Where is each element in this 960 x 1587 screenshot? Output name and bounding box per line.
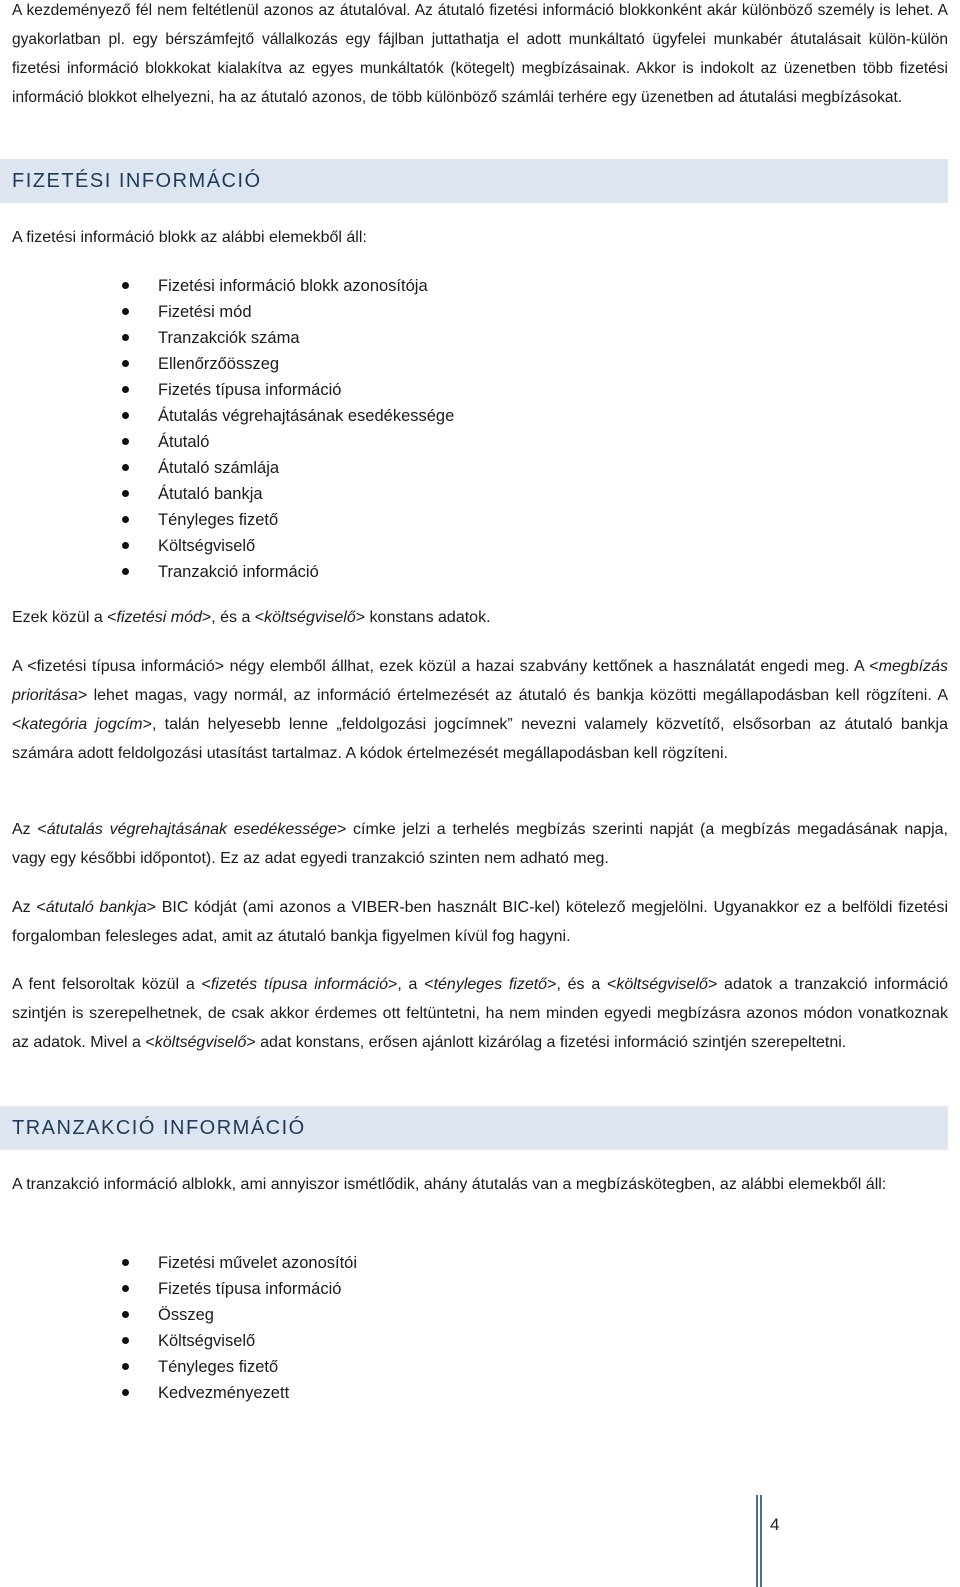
bullet-icon <box>122 334 129 341</box>
list-item-label: Átutalás végrehajtásának esedékessége <box>158 407 455 425</box>
list-item-label: Fizetési mód <box>158 303 252 321</box>
bullet-icon <box>122 1311 129 1318</box>
list-item-label: Költségviselő <box>158 537 256 555</box>
list-item-label: Fizetési információ blokk azonosítója <box>158 277 428 295</box>
list-item-label: Átutaló bankja <box>158 485 263 503</box>
paragraph-konstans: Ezek közül a <fizetési mód>, és a <költségviselő> konstans adatok. <box>12 609 491 626</box>
paragraph-esedekesseg: Az <átutalás végrehajtásának esedékessége> címke jelzi a terhelés megbízás szerinti napját (a megbízás megadásának napja, vagy egy későbbi időpontot). Ez az adat egyedi tranzakció szinten nem adható meg. <box>12 821 949 867</box>
list-item <box>0 507 454 533</box>
bullet-icon <box>122 516 129 523</box>
list-item <box>0 1328 357 1354</box>
list-item <box>0 429 454 455</box>
list-item <box>0 1302 357 1328</box>
list-item <box>0 1250 357 1276</box>
list-item-label: Kedvezményezett <box>158 1384 290 1402</box>
paragraph-atutalo-bankja: Az <átutaló bankja> BIC kódját (ami azonos a VIBER-ben használt BIC-kel) kötelező megjelölni. Ugyanakkor ez a belföldi fizetési forgalomban felesleges adat, amit az átutaló bankja figyelmen kívül fog hagyni. <box>12 899 949 945</box>
bullet-icon <box>122 386 129 393</box>
list-item-label: Tranzakciók száma <box>158 329 300 347</box>
list-item <box>0 533 454 559</box>
section-heading-tranzakcio-informacio: TRANZAKCIÓ INFORMÁCIÓ <box>0 1106 948 1150</box>
section1-bullet-list <box>0 273 454 585</box>
list-item <box>0 455 454 481</box>
paragraph-fizetesi-tipusa: A <fizetési típusa információ> négy elemből állhat, ezek közül a hazai szabvány kettőnek a használatát engedi meg. A <megbízás prioritása> lehet magas, vagy normál, az információ értelmezését az átutaló és bankja közötti megállapodásban kell rögzíteni. A <kategória jogcím>, talán helyesebb lenne „feldolgozási jogcímnek” nevezni valamely közvetítő, elsősorban az átutaló bankja számára adott feldolgozási utasítást tartalmaz. A kódok értelmezését megállapodásban kell rögzíteni. <box>12 658 948 762</box>
intro-paragraph: A kezdeményező fél nem feltétlenül azonos az átutalóval. Az átutaló fizetési információ blokkonként akár különböző személy is lehet. A gyakorlatban pl. egy bérszámfejtő vállalkozás egy fájlban juttathatja el adott munkáltató ügyfelei munkabér átutalásait külön-külön fizetési információ blokkokat kialakítva az egyes munkáltatók (kötegelt) megbízásainak. Akkor is indokolt az üzenetben több fizetési információ blokkot elhelyezni, ha az átutaló azonos, de több különböző számlái terhére egy üzenetben ad átutalási megbízásokat. <box>12 2 948 106</box>
bullet-icon <box>122 464 129 471</box>
list-item <box>0 377 454 403</box>
list-item <box>0 351 454 377</box>
list-item-label: Átutaló <box>158 433 210 451</box>
list-item-label: Ellenőrzőösszeg <box>158 355 280 373</box>
bullet-icon <box>122 282 129 289</box>
paragraph-tranzakcio-szint: A fent felsoroltak közül a <fizetés típusa információ>, a <tényleges fizető>, és a <költségviselő> adatok a tranzakció információ szintjén is szerepelhetnek, de csak akkor érdemes ott feltüntetni, ha nem minden egyedi megbízásra azonos módon vonatkoznak az adatok. Mivel a <költségviselő> adat konstans, erősen ajánlott kizárólag a fizetési információ szintjén szerepeltetni. <box>12 976 949 1051</box>
bullet-icon <box>122 1363 129 1370</box>
list-item-label: Fizetés típusa információ <box>158 381 342 399</box>
list-item-label: Összeg <box>158 1306 214 1324</box>
section2-bullet-list <box>0 1250 357 1406</box>
bullet-icon <box>122 490 129 497</box>
section2-lead: A tranzakció információ alblokk, ami annyiszor ismétlődik, ahány átutalás van a megbízáskötegben, az alábbi elemekből áll: <box>12 1176 887 1193</box>
list-item <box>0 481 454 507</box>
list-item-label: Tényleges fizető <box>158 1358 279 1376</box>
list-item <box>0 1276 357 1302</box>
list-item <box>0 1354 357 1380</box>
list-item-label: Tényleges fizető <box>158 511 279 529</box>
bullet-icon <box>122 360 129 367</box>
list-item-label: Átutaló számlája <box>158 459 280 477</box>
list-item <box>0 325 454 351</box>
bullet-icon <box>122 1389 129 1396</box>
list-item-label: Költségviselő <box>158 1332 256 1350</box>
list-item-label: Fizetés típusa információ <box>158 1280 342 1298</box>
bullet-icon <box>122 1285 129 1292</box>
page-number: 4 <box>770 1515 780 1534</box>
section-heading-fizetesi-informacio: FIZETÉSI INFORMÁCIÓ <box>0 159 948 203</box>
list-item <box>0 299 454 325</box>
bullet-icon <box>122 1337 129 1344</box>
list-item <box>0 559 454 585</box>
list-item-label: Fizetési művelet azonosítói <box>158 1254 358 1272</box>
bullet-icon <box>122 412 129 419</box>
list-item <box>0 273 454 299</box>
list-item <box>0 1380 357 1406</box>
list-item-label: Tranzakció információ <box>158 563 319 581</box>
bullet-icon <box>122 542 129 549</box>
list-item <box>0 403 454 429</box>
bullet-icon <box>122 438 129 445</box>
footer-divider <box>756 1495 762 1587</box>
bullet-icon <box>122 1259 129 1266</box>
bullet-icon <box>122 308 129 315</box>
bullet-icon <box>122 568 129 575</box>
section1-lead: A fizetési információ blokk az alábbi elemekből áll: <box>12 229 367 246</box>
